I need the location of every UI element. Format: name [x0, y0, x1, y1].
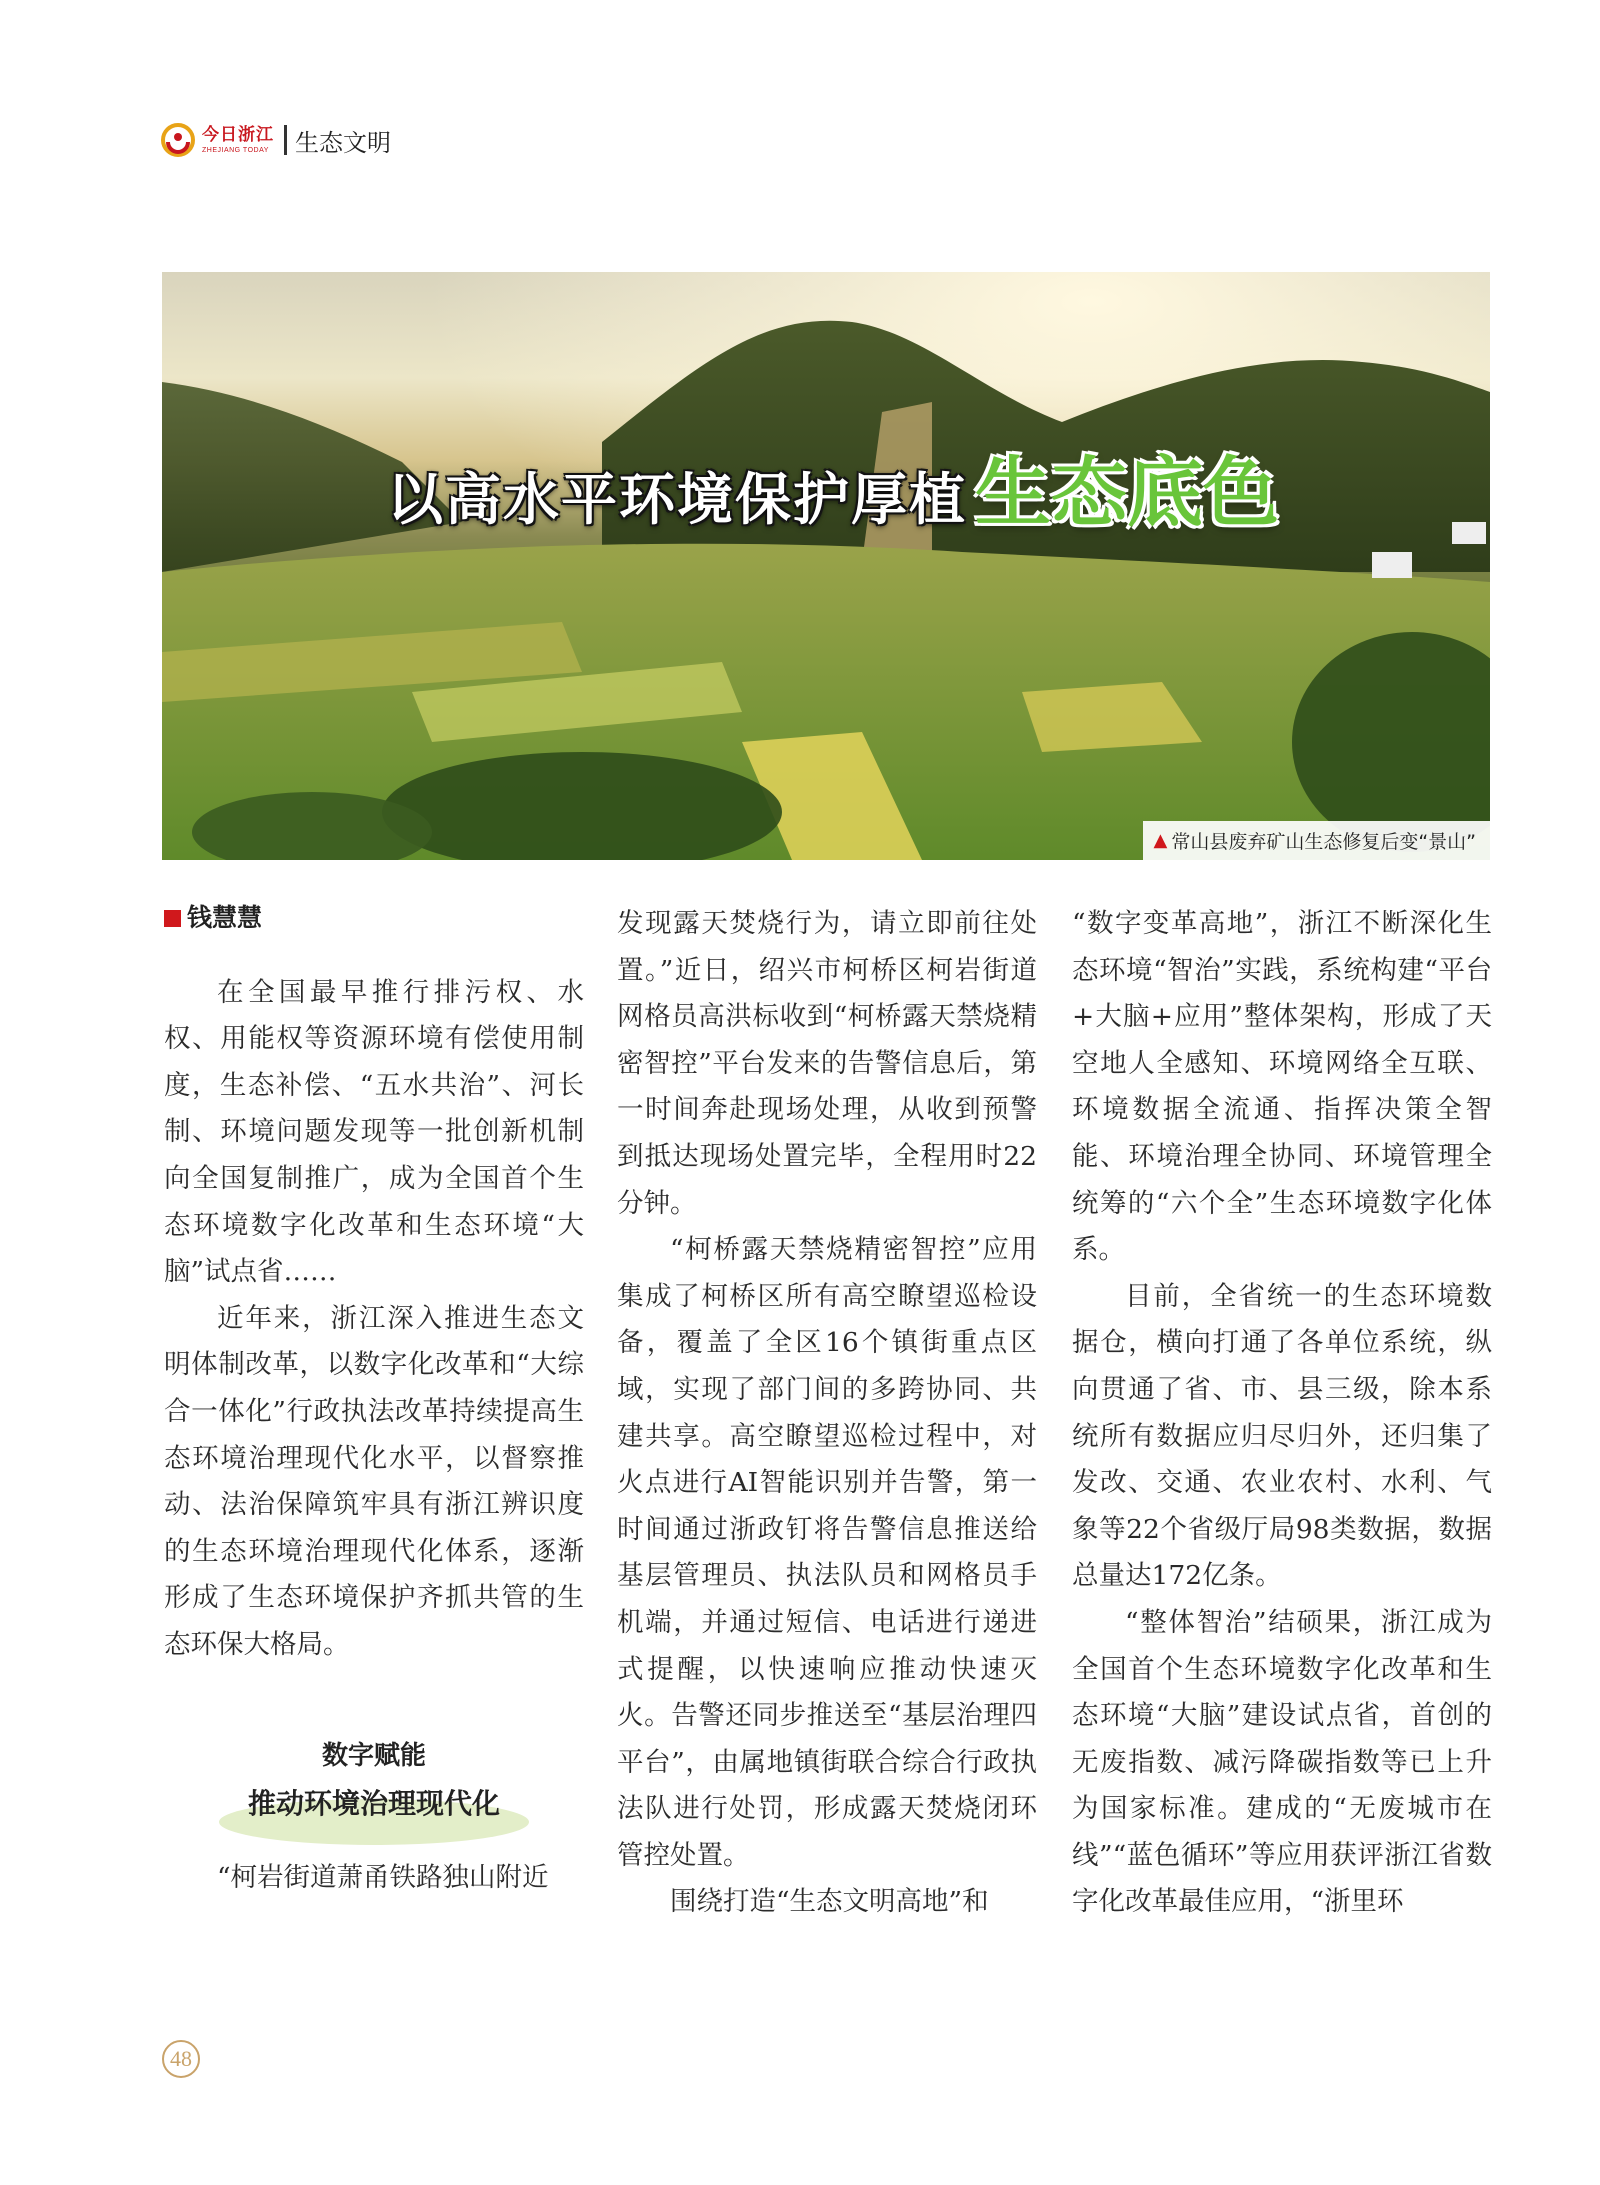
title-accent: 生态底色	[975, 448, 1279, 537]
paragraph: “柯岩街道萧甬铁路独山附近	[217, 1861, 549, 1893]
page-number: 48	[162, 2040, 200, 2078]
zhejiang-today-logo-icon	[160, 122, 196, 158]
triangle-up-icon: ▲	[1153, 830, 1168, 851]
subheading-line-1: 数字赋能	[321, 1740, 426, 1771]
square-marker-icon	[164, 910, 181, 927]
logo-chinese: 今日浙江	[202, 124, 274, 145]
photo-caption	[1143, 821, 1490, 860]
header-divider	[284, 125, 287, 155]
paragraph: 目前，全省统一的生态环境数据仓，横向打通了各单位系统，纵向贯通了省、市、县三级，除本系统所有数据应归尽归外，还归集了发改、交通、农业农村、水利、气象等22个省级厅局98类数据，数据总量达172亿条。	[1072, 1280, 1492, 1592]
article-column-1	[164, 895, 584, 1901]
article-column-3	[1072, 901, 1492, 1926]
masthead	[160, 118, 391, 162]
logo-english: ZHEJIANG TODAY	[202, 146, 269, 154]
landscape-illustration	[162, 272, 1490, 860]
paragraph: “整体智治”结硕果，浙江成为全国首个生态环境数字化改革和生态环境“大脑”建设试点省，首创的无废指数、减污降碳指数等已上升为国家标准。建成的“无废城市在线”“蓝色循环”等应用获评浙江省数字化改革最佳应用，“浙里环	[1072, 1606, 1492, 1918]
caption-text: 常山县废弃矿山生态修复后变“景山”	[1171, 831, 1476, 853]
paragraph: 近年来，浙江深入推进生态文明体制改革，以数字化改革和“大综合一体化”行政执法改革持续提高生态环境治理现代化水平，以督察推动、法治保障筑牢具有浙江辨识度的生态环境治理现代化体系，逐渐形成了生态环境保护齐抓共管的生态环保大格局。	[164, 1302, 584, 1660]
logo-text	[202, 124, 274, 154]
hero-photo	[162, 272, 1490, 860]
paragraph: 在全国最早推行排污权、水权、用能权等资源环境有偿使用制度，生态补偿、“五水共治”、河长制、环境问题发现等一批创新机制向全国复制推广，成为全国首个生态环境数字化改革和生态环境“大脑”试点省……	[164, 976, 584, 1288]
subheading-line-2: 推动环境治理现代化	[247, 1786, 500, 1820]
paragraph: 围绕打造“生态文明高地”和	[670, 1886, 989, 1918]
title-main: 以高水平环境保护厚植	[387, 467, 967, 533]
paragraph: “数字变革高地”，浙江不断深化生态环境“智治”实践，系统构建“平台+大脑+应用”整体架构，形成了天空地人全感知、环境网络全互联、环境数据全流通、指挥决策全智能、环境治理全协同、环境管理全统筹的“六个全”生态环境数字化体系。	[1072, 908, 1492, 1266]
article-title	[387, 432, 1279, 541]
section-subheading	[164, 1733, 584, 1829]
author-byline	[164, 895, 584, 942]
author-name: 钱慧慧	[187, 903, 263, 932]
paragraph: 发现露天焚烧行为，请立即前往处置。”近日，绍兴市柯桥区柯岩街道网格员高洪标收到“柯桥露天禁烧精密智控”平台发来的告警信息后，第一时间奔赴现场处理，从收到预警到抵达现场处置完毕，全程用时22分钟。	[617, 908, 1037, 1219]
section-name: 生态文明	[295, 128, 391, 157]
article-column-2	[617, 901, 1037, 1926]
paragraph: “柯桥露天禁烧精密智控”应用集成了柯桥区所有高空瞭望巡检设备，覆盖了全区16个镇街重点区域，实现了部门间的多跨协同、共建共享。高空瞭望巡检过程中，对火点进行AI智能识别并告警，第一时间通过浙政钉将告警信息推送给基层管理员、执法队员和网格员手机端，并通过短信、电话进行递进式提醒，以快速响应推动快速灭火。告警还同步推送至“基层治理四平台”，由属地镇街联合综合行政执法队进行处罚，形成露天焚烧闭环管控处置。	[617, 1234, 1037, 1871]
